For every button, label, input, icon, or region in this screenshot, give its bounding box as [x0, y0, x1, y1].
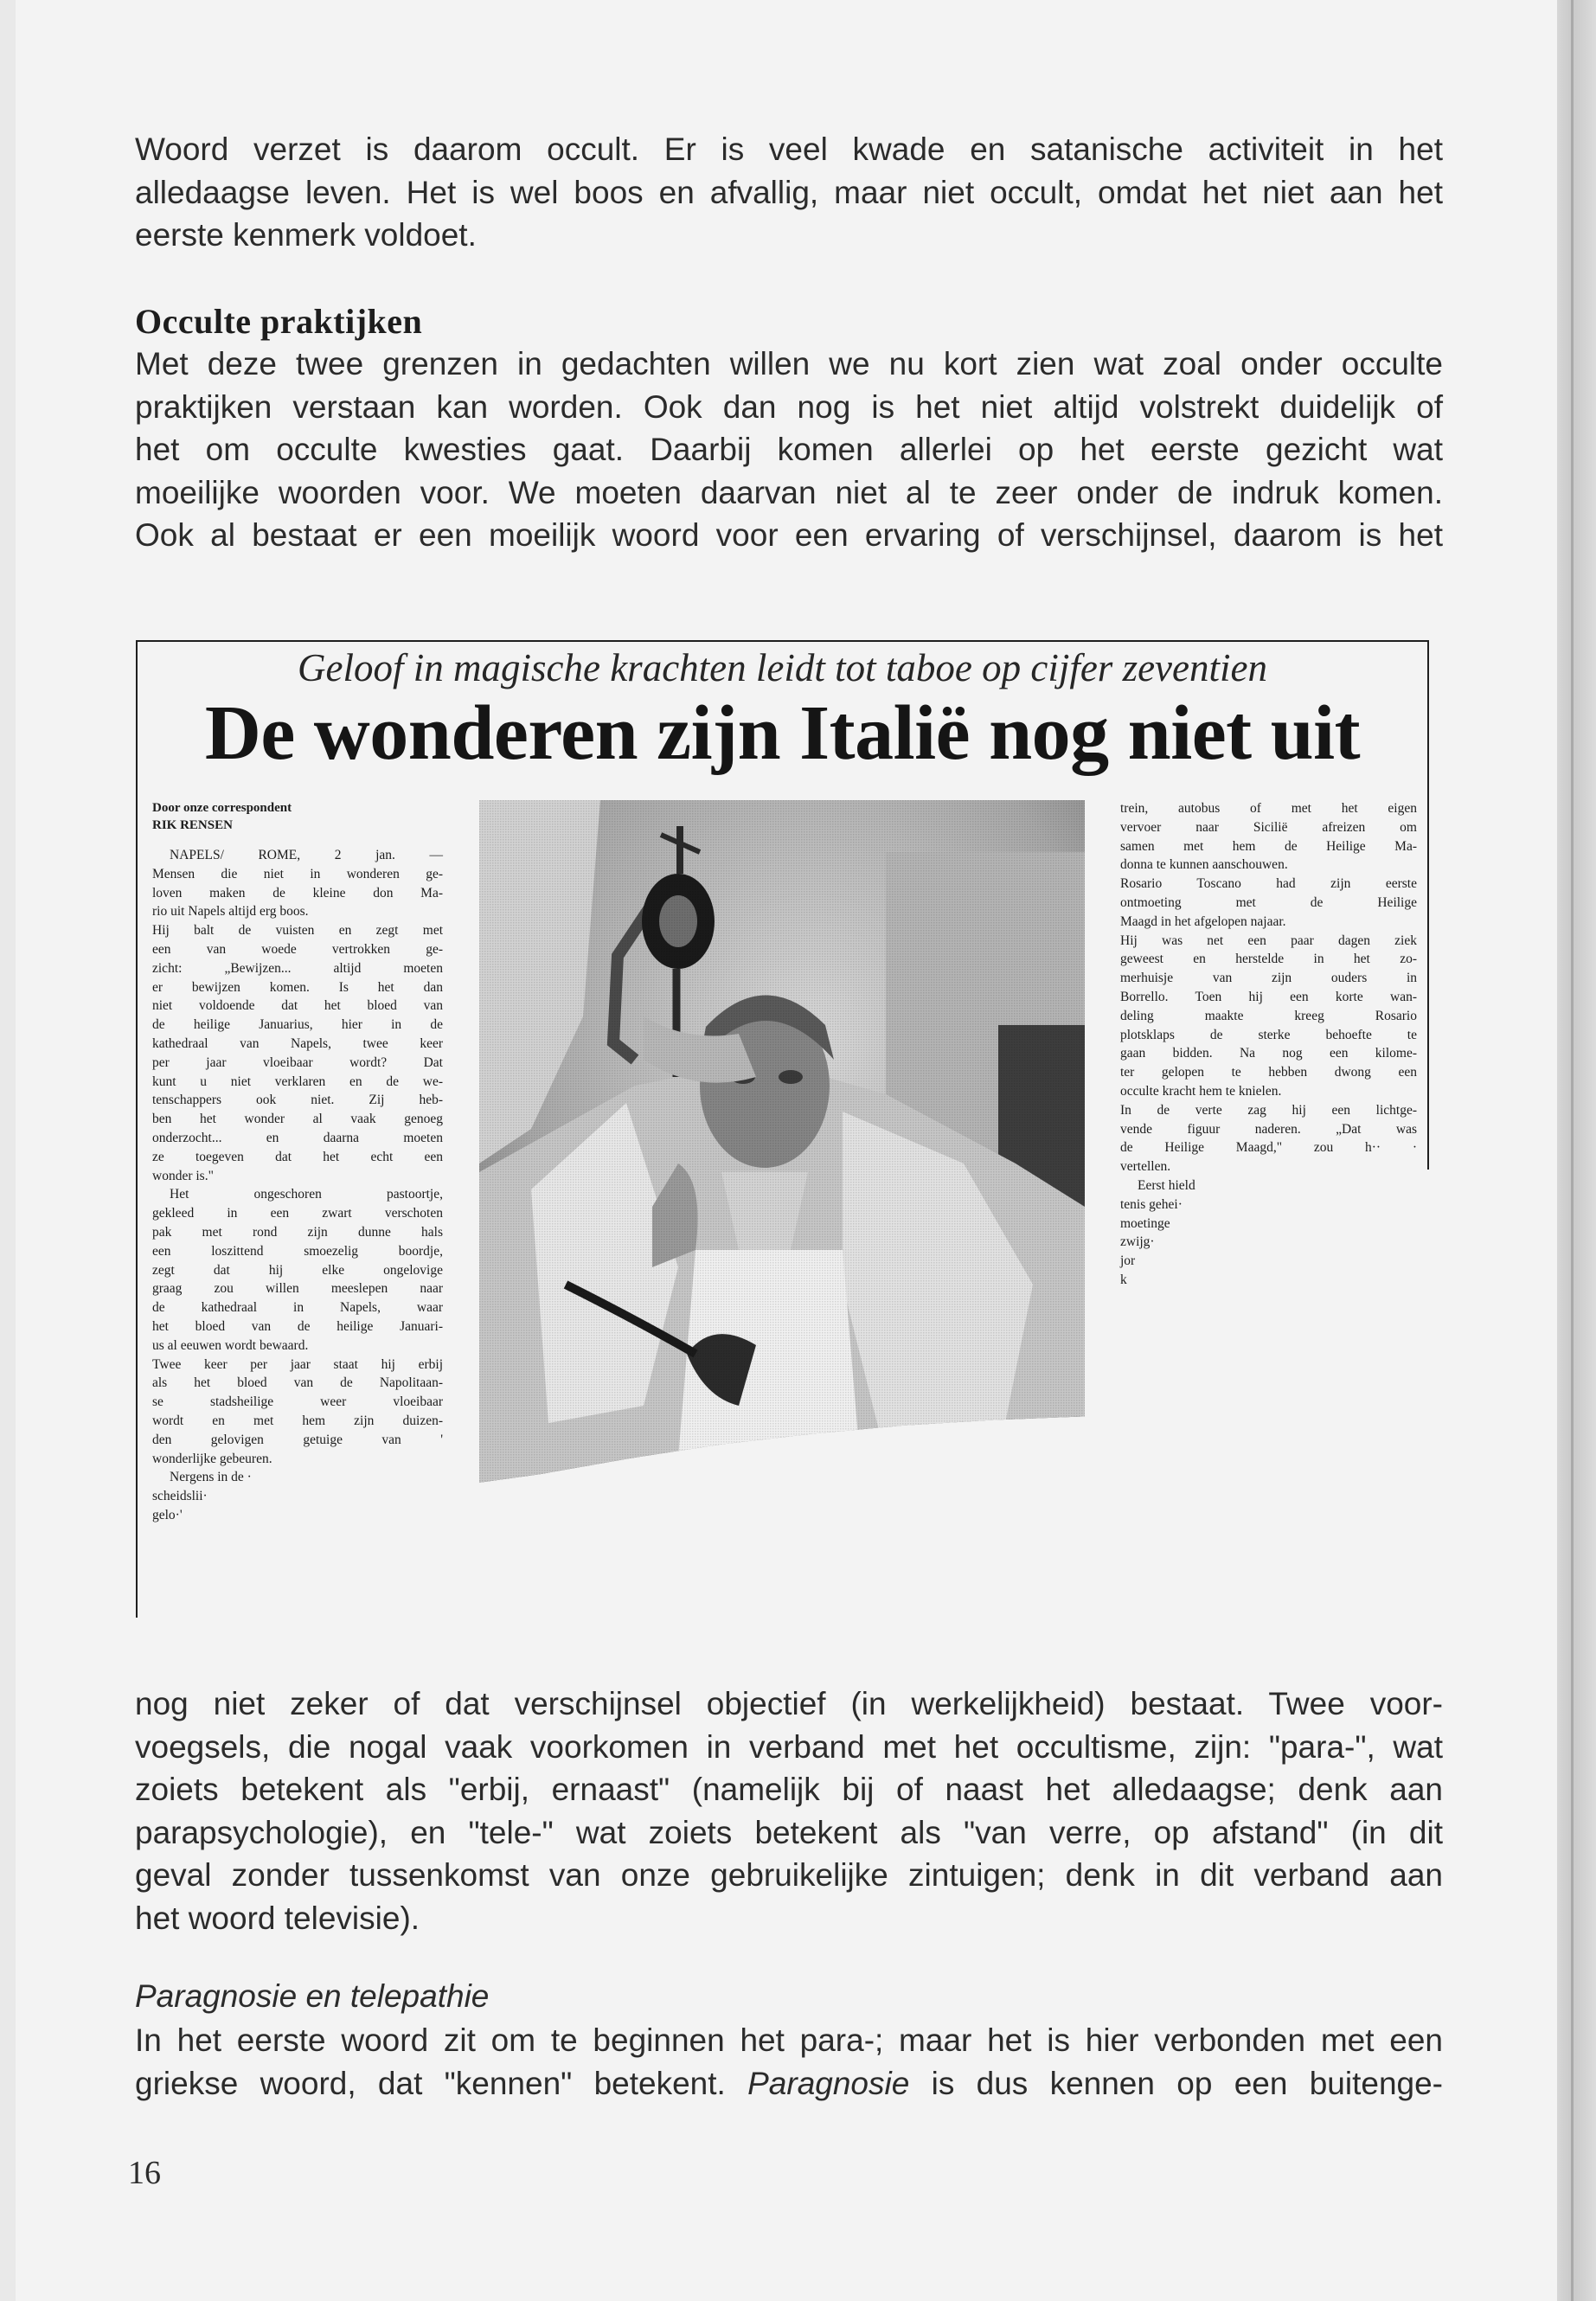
text-run: griekse woord, dat "kennen" betekent.: [135, 2065, 748, 2101]
clipping-text-line: Nergens in de ·: [170, 1470, 252, 1485]
clipping-text-line: NAPELS/ ROME, 2 jan. —: [170, 848, 443, 862]
clipping-text-line: ter gelopen te hebben dwong een: [1120, 1065, 1417, 1080]
clipping-text-line: pak met rond zijn dunne hals: [152, 1224, 443, 1240]
clipping-text-line: kathedraal van Napels, twee keer: [152, 1035, 443, 1051]
clipping-text-line: graag zou willen meeslepen naar: [152, 1281, 443, 1297]
clipping-text-line: occulte kracht hem te knielen.: [1120, 1083, 1282, 1099]
clipping-border-left: [136, 640, 138, 1618]
section-heading: Occulte praktijken: [135, 302, 423, 341]
clipping-text-line: wordt en met hem zijn duizen-: [152, 1413, 443, 1428]
text-line: voegsels, die nogal vaak voorkomen in verband met het occultisme, zijn: "para-", wat: [135, 1728, 1443, 1765]
clipping-text-line: Twee keer per jaar staat hij erbij: [152, 1356, 443, 1372]
text-line: praktijken verstaan kan worden. Ook dan nog is het niet altijd volstrekt duidelijk of: [135, 388, 1443, 425]
clipping-text-line: geweest en herstelde in het zo-: [1120, 952, 1417, 967]
clipping-text-line: In de verte zag hij een lichtge-: [1120, 1102, 1417, 1118]
clipping-text-line: Rosario Toscano had zijn eerste: [1120, 876, 1417, 892]
clipping-text-line: zegt dat hij elke ongelovige: [152, 1262, 443, 1278]
clipping-text-line: kunt u niet verklaren en de we-: [152, 1074, 443, 1089]
clipping-text-line: de heilige Januarius, hier in de: [152, 1017, 443, 1033]
clipping-text-line: vende figuur naderen. „Dat was: [1120, 1121, 1417, 1137]
clipping-text-line: vertellen.: [1120, 1159, 1171, 1175]
clipping-text-line: moetinge: [1120, 1215, 1170, 1231]
clipping-text-line: vervoer naar Sicilië afreizen om: [1120, 819, 1417, 835]
clipping-text-line: tenschappers ook niet. Zij heb-: [152, 1093, 443, 1108]
text-line: moeilijke woorden voor. We moeten daarvan niet al te zeer onder de indruk komen.: [135, 474, 1443, 510]
clipping-text-line: zwijg·: [1120, 1234, 1155, 1250]
text-line: parapsychologie), en "tele-" wat zoiets betekent als "van verre, op afstand" (in dit: [135, 1814, 1443, 1850]
clipping-text-line: ben het wonder al vaak genoeg: [152, 1112, 443, 1127]
clipping-text-line: merhuisje van zijn ouders in: [1120, 971, 1417, 986]
clipping-text-line: trein, autobus of met het eigen: [1120, 801, 1417, 816]
clipping-text-line: Borrello. Toen hij een korte wan-: [1120, 989, 1417, 1004]
clipping-text-line: als het bloed van de Napolitaan-: [152, 1375, 443, 1391]
clipping-text-line: gelo·': [152, 1507, 183, 1522]
byline-author: RIK RENSEN: [152, 818, 233, 832]
text-line: [135, 2062, 1443, 2106]
text-line: eerste kenmerk voldoet.: [135, 217, 477, 253]
text-line: nog niet zeker of dat verschijnsel objectief (in werkelijkheid) bestaat. Twee voor-: [135, 1686, 1443, 1721]
text-line: Met deze twee grenzen in gedachten willen we nu kort zien wat zoal onder occulte: [135, 346, 1443, 381]
text-line: Woord verzet is daarom occult. Er is veel kwade en satanische activiteit in het: [135, 131, 1443, 167]
clipping-text-line: de Heilige Maagd," zou h·· ·: [1120, 1140, 1417, 1156]
clipping-text-line: een loszittend smoezelig boordje,: [152, 1243, 443, 1259]
clipping-text-line: Hij balt de vuisten en zegt met: [152, 923, 443, 939]
clipping-text-line: ze toegeven dat het echt een: [152, 1149, 443, 1164]
byline: Door onze correspondent: [152, 801, 292, 815]
clipping-text-line: gekleed in een zwart verschoten: [152, 1206, 443, 1221]
clipping-text-line: Het ongeschoren pastoortje,: [170, 1187, 443, 1202]
clipping-text-line: er bewijzen komen. Is het dan: [152, 979, 443, 995]
clipping-text-line: zicht: „Bewijzen... altijd moeten: [152, 960, 443, 976]
text-line: geval zonder tussenkomst van onze gebruikelijke zintuigen; denk in dit verband aan: [135, 1857, 1443, 1893]
clipping-border-right: [1427, 640, 1429, 1170]
paragraph-top: [135, 128, 1443, 257]
text-line: het woord televisie).: [135, 1900, 420, 1936]
clipping-text-line: plotsklaps de sterke behoefte te: [1120, 1027, 1417, 1042]
clipping-text-line: ontmoeting met de Heilige: [1120, 894, 1417, 910]
clipping-text-line: Eerst hield: [1138, 1177, 1195, 1193]
clipping-text-line: per jaar vloeibaar wordt? Dat: [152, 1054, 443, 1070]
text-line: het om occulte kwesties gaat. Daarbij komen allerlei op het eerste gezicht wat: [135, 432, 1443, 467]
clipping-column-right: [1120, 799, 1417, 1290]
text-run: is dus kennen op een buitenge-: [909, 2065, 1444, 2101]
clipping-text-line: us al eeuwen wordt bewaard.: [152, 1337, 309, 1353]
paragraph-paragnosie: [135, 2019, 1443, 2105]
clipping-text-line: den gelovigen getuige van ': [152, 1432, 443, 1447]
clipping-photo: [479, 800, 1085, 1497]
clipping-text-line: rio uit Napels altijd erg boos.: [152, 904, 309, 920]
clipping-text-line: donna te kunnen aanschouwen.: [1120, 857, 1288, 873]
clipping-text-line: niet voldoende dat het bloed van: [152, 998, 443, 1014]
clipping-border-top: [136, 640, 1429, 642]
clipping-text-line: deling maakte kreeg Rosario: [1120, 1008, 1417, 1023]
emphasized-term: Paragnosie: [747, 2065, 910, 2101]
page-number: 16: [128, 2155, 161, 2191]
clipping-text-line: wonderlijke gebeuren.: [152, 1451, 272, 1466]
paragraph-middle: [135, 1682, 1443, 1939]
clipping-text-line: scheidslii·: [152, 1489, 208, 1504]
page-edge: [1557, 0, 1596, 2301]
clipping-kicker: Geloof in magische krachten leidt tot taboe op cijfer zeventien: [298, 646, 1267, 689]
clipping-text-line: de kathedraal in Napels, waar: [152, 1300, 443, 1316]
clipping-text-line: Maagd in het afgelopen najaar.: [1120, 913, 1286, 929]
clipping-text-line: tenis gehei·: [1120, 1196, 1183, 1212]
clipping-text-line: samen met hem de Heilige Ma-: [1120, 838, 1417, 854]
priest-photo: [479, 800, 1085, 1497]
clipping-text-line: k: [1120, 1272, 1127, 1287]
text-line: Ook al bestaat er een moeilijk woord voor een ervaring of verschijnsel, daarom is het: [135, 517, 1443, 553]
text-line: zoiets betekent als "erbij, ernaast" (namelijk bij of naast het alledaagse; denk aan: [135, 1772, 1443, 1807]
clipping-text-line: gaan bidden. Na nog een kilome-: [1120, 1046, 1417, 1061]
text-line: In het eerste woord zit om te beginnen het para-; maar het is hier verbonden met een: [135, 2022, 1443, 2058]
paragraph-occulte: [135, 343, 1443, 557]
clipping-headline: De wonderen zijn Italië nog niet uit: [204, 690, 1361, 776]
clipping-text-line: onderzocht... en daarna moeten: [152, 1130, 443, 1145]
clipping-text-line: wonder is.": [152, 1168, 214, 1183]
clipping-text-line: loven maken de kleine don Ma-: [152, 885, 443, 901]
text-line: alledaagse leven. Het is wel boos en afvallig, maar niet occult, omdat het niet aan het: [135, 174, 1443, 210]
clipping-text-line: se stadsheilige weer vloeibaar: [152, 1394, 443, 1410]
clipping-text-line: een van woede vertrokken ge-: [152, 941, 443, 957]
clipping-text-line: Mensen die niet in wonderen ge-: [152, 866, 443, 881]
clipping-text-line: jor: [1120, 1253, 1136, 1269]
clipping-column-left: [152, 799, 443, 1525]
section-subheading: Paragnosie en telepathie: [135, 1978, 490, 2014]
clipping-text-line: Hij was net een paar dagen ziek: [1120, 933, 1417, 948]
clipping-text-line: het bloed van de heilige Januari-: [152, 1318, 443, 1334]
